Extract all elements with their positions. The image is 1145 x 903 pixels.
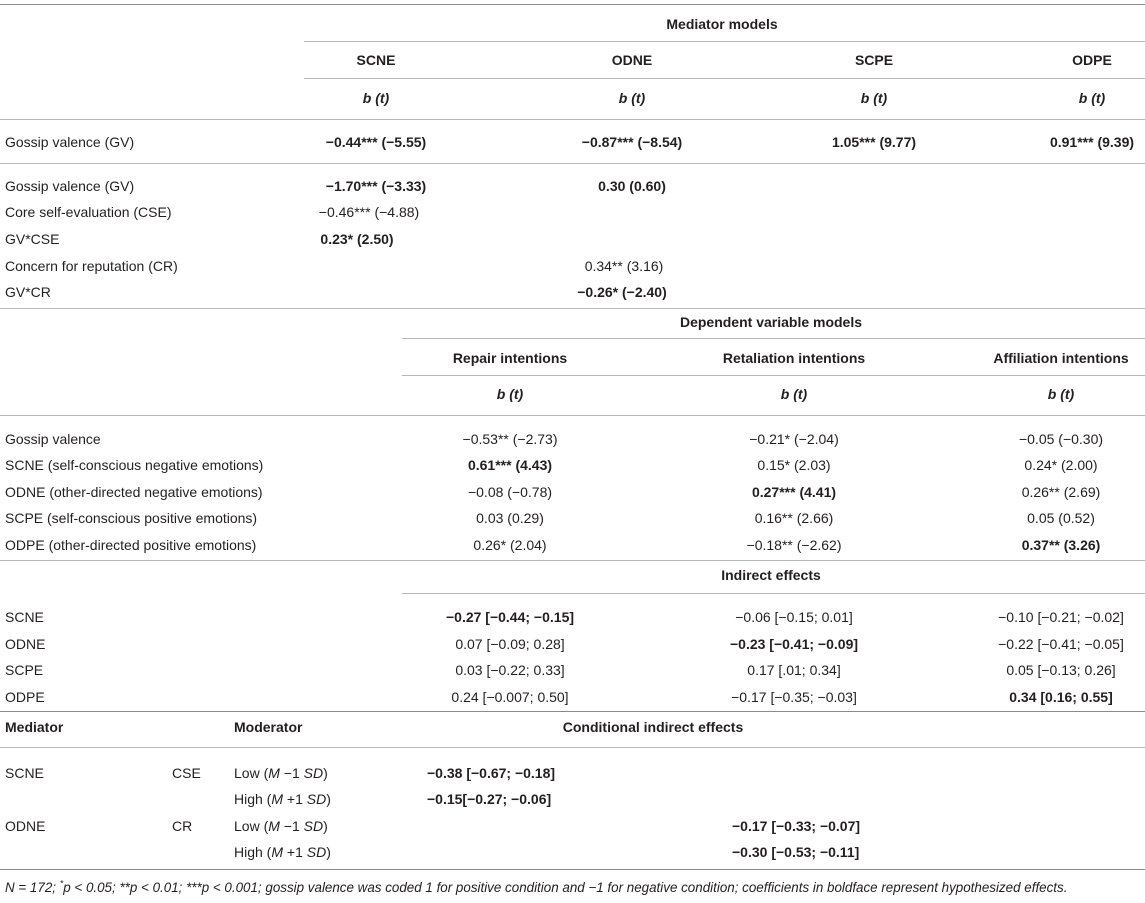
table-cell: 0.05 (0.52) — [1027, 510, 1095, 526]
col-odpe: ODPE — [1072, 52, 1112, 68]
col-odne: ODNE — [611, 52, 653, 68]
row-rule — [0, 711, 1145, 712]
stat-label: b (t) — [362, 90, 390, 106]
table-cell: −0.17 [−0.33; −0.07] — [732, 818, 861, 834]
row-label: GV*CSE — [5, 231, 60, 247]
row-label: Gossip valence (GV) — [5, 134, 135, 150]
stat-label: b (t) — [860, 90, 888, 106]
mediator-models-title: Mediator models — [666, 16, 778, 32]
row-label: Concern for reputation (CR) — [5, 258, 178, 274]
table-cell: −0.15[−0.27; −0.06] — [427, 791, 552, 807]
table-cell: −0.08 (−0.78) — [467, 484, 553, 500]
stat-label: b (t) — [780, 386, 808, 402]
row-label: ODPE (other-directed positive emotions) — [5, 537, 257, 553]
col-repair: Repair intentions — [452, 350, 568, 366]
mediator-label: ODNE — [5, 818, 46, 834]
table-cell: −0.05 (−0.30) — [1018, 431, 1104, 447]
table-cell: 0.07 [−0.09; 0.28] — [455, 636, 565, 652]
row-label: SCNE (self-conscious negative emotions) — [5, 457, 264, 473]
table-cell: −0.44*** (−5.55) — [325, 134, 427, 150]
dependent-models-title: Dependent variable models — [679, 314, 863, 330]
dependent-col-rule — [402, 375, 1145, 376]
level-low: Low (M −1 SD) — [234, 765, 328, 781]
table-cell: −1.70*** (−3.33) — [325, 178, 427, 194]
table-cell: 0.61*** (4.43) — [467, 457, 553, 473]
mediator-label: SCNE — [5, 765, 44, 781]
table-cell: −0.38 [−0.67; −0.18] — [427, 765, 556, 781]
level-high: High (M +1 SD) — [234, 844, 331, 860]
table-cell: 0.27*** (4.41) — [751, 484, 837, 500]
row-rule — [0, 747, 1145, 748]
bottom-rule — [0, 869, 1145, 870]
table-cell: 0.34 [0.16; 0.55] — [1009, 689, 1113, 705]
table-cell: −0.21* (−2.04) — [749, 431, 839, 447]
table-cell: 0.24 [−0.007; 0.50] — [451, 689, 569, 705]
mediator-header-rule — [304, 41, 1145, 42]
row-label: ODNE — [5, 636, 46, 652]
table-cell: 0.05 [−0.13; 0.26] — [1006, 662, 1116, 678]
row-rule — [0, 163, 1145, 164]
table-cell: 0.26* (2.04) — [473, 537, 547, 553]
table-cell: −0.22 [−0.41; −0.05] — [998, 636, 1124, 652]
top-rule — [0, 4, 1145, 5]
table-cell: −0.10 [−0.21; −0.02] — [998, 609, 1124, 625]
table-cell: 0.26** (2.69) — [1021, 484, 1101, 500]
row-label: SCPE (self-conscious positive emotions) — [5, 510, 258, 526]
table-cell: 0.37** (3.26) — [1021, 537, 1101, 553]
stat-label: b (t) — [1078, 90, 1106, 106]
indirect-header-rule — [402, 593, 1145, 594]
table-cell: 1.05*** (9.77) — [831, 134, 917, 150]
conditional-effects-title: Conditional indirect effects — [562, 719, 744, 735]
row-label: ODPE — [5, 689, 45, 705]
table-cell: −0.26* (−2.40) — [577, 284, 667, 300]
row-label: Core self-evaluation (CSE) — [5, 204, 172, 220]
table-cell: 0.34** (3.16) — [584, 258, 664, 274]
row-label: SCNE — [5, 609, 44, 625]
table-cell: −0.27 [−0.44; −0.15] — [445, 609, 575, 625]
table-cell: 0.03 [−0.22; 0.33] — [455, 662, 565, 678]
table-footnote: N = 172; *p < 0.05; **p < 0.01; ***p < 0.001; gossip valence was coded 1 for positive condition and −1 for negative condition; coefficients in boldface represent hypothesized effects. — [5, 878, 1068, 895]
indirect-effects-title: Indirect effects — [721, 567, 821, 583]
col-affiliation: Affiliation intentions — [993, 350, 1129, 366]
table-cell: 0.24* (2.00) — [1024, 457, 1098, 473]
dependent-header-rule — [402, 338, 1145, 339]
moderator-header: Moderator — [234, 719, 303, 735]
mediator-col-rule — [304, 78, 1145, 79]
table-cell: 0.03 (0.29) — [476, 510, 544, 526]
moderator-label: CR — [172, 818, 193, 834]
row-label: SCPE — [5, 662, 44, 678]
stat-label: b (t) — [496, 386, 524, 402]
level-low: Low (M −1 SD) — [234, 818, 328, 834]
table-cell: 0.16** (2.66) — [754, 510, 834, 526]
row-rule — [0, 119, 1145, 120]
moderator-label: CSE — [172, 765, 201, 781]
stat-label: b (t) — [1047, 386, 1075, 402]
table-cell: −0.06 [−0.15; 0.01] — [735, 609, 853, 625]
table-cell: 0.23* (2.50) — [320, 231, 394, 247]
table-cell: −0.18** (−2.62) — [746, 537, 842, 553]
table-cell: −0.23 [−0.41; −0.09] — [729, 636, 859, 652]
col-scne: SCNE — [356, 52, 396, 68]
row-rule — [0, 415, 1145, 416]
row-label: Gossip valence — [5, 431, 101, 447]
row-label: ODNE (other-directed negative emotions) — [5, 484, 263, 500]
table-cell: −0.30 [−0.53; −0.11] — [732, 844, 860, 860]
row-rule — [0, 560, 1145, 561]
table-cell: −0.87*** (−8.54) — [581, 134, 683, 150]
row-label: GV*CR — [5, 284, 51, 300]
table-cell: 0.91*** (9.39) — [1049, 134, 1135, 150]
table-cell: −0.17 [−0.35; −0.03] — [731, 689, 857, 705]
row-label: Gossip valence (GV) — [5, 178, 135, 194]
col-scpe: SCPE — [854, 52, 894, 68]
stat-label: b (t) — [618, 90, 646, 106]
row-rule — [0, 308, 1145, 309]
table-cell: −0.46*** (−4.88) — [318, 204, 420, 220]
table-cell: −0.53** (−2.73) — [462, 431, 558, 447]
table-cell: 0.30 (0.60) — [598, 178, 666, 194]
mediator-header: Mediator — [5, 719, 64, 735]
table-cell: 0.17 [.01; 0.34] — [747, 662, 841, 678]
table-cell: 0.15* (2.03) — [757, 457, 831, 473]
col-retaliation: Retaliation intentions — [722, 350, 866, 366]
level-high: High (M +1 SD) — [234, 791, 331, 807]
